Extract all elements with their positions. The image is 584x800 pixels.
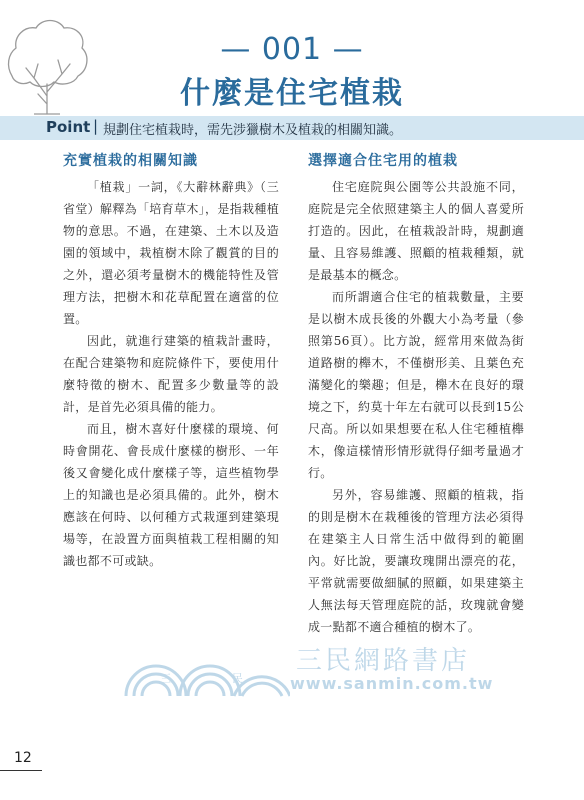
page-title: 什麼是住宅植栽 bbox=[180, 76, 404, 111]
right-paragraph-1: 住宅庭院與公園等公共設施不同，庭院是完全依照建築主人的個人喜愛所打造的。因此，在植栽設計時，規劃適量、且容易維護、照顧的植栽種類，就是最基本的概念。 bbox=[308, 180, 524, 282]
right-column bbox=[308, 150, 524, 638]
watermark-seal-left: 三 bbox=[160, 672, 171, 685]
watermark-url: www.sanmin.com.tw bbox=[290, 674, 494, 693]
watermark-logo-icon bbox=[120, 630, 290, 700]
left-paragraph-2: 因此，就進行建築的植栽計畫時，在配合建築物和庭院條件下，要使用什麼特徵的樹木、配置多少數量等的設計，是首先必須具備的能力。 bbox=[63, 334, 279, 414]
left-paragraph-3: 而且，樹木喜好什麼樣的環境、何時會開花、會長成什麼樣的樹形、一年後又會變化成什麼樣子等，這些植物學上的知識也是必須具備的。此外，樹木應該在何時、以何種方式栽運到建築現場等，在設置方面與植栽工程相關的知識也都不可或缺。 bbox=[63, 422, 279, 568]
page-number-rule bbox=[0, 770, 42, 771]
left-column-heading: 充實植栽的相關知識 bbox=[63, 153, 198, 169]
watermark-name: 三民網路書店 bbox=[296, 646, 471, 676]
point-separator: | bbox=[93, 117, 99, 135]
point-label: Point bbox=[46, 118, 91, 136]
right-paragraph-2: 而所謂適合住宅的植栽數量，主要是以樹木成長後的外觀大小為考量（參照第56頁）。比方說，經常用來做為街道路樹的櫸木，不僅樹形美、且葉色充滿變化的樂趣；但是，櫸木在良好的環境之下，約莫十年左右就可以長到15公尺高。所以如果想要在私人住宅種植櫸木，像這樣情形情形就得仔細考量過才行。 bbox=[308, 290, 524, 480]
watermark bbox=[120, 630, 494, 700]
watermark-seal-right: 民 bbox=[232, 672, 243, 685]
page-number: 12 bbox=[14, 750, 32, 766]
point-bar bbox=[0, 116, 584, 140]
right-column-heading: 選擇適合住宅用的植栽 bbox=[308, 153, 458, 169]
right-paragraph-3: 另外，容易維護、照顧的植栽，指的則是樹木在栽種後的管理方法必須得在建築主人日常生活中做得到的範圍內。好比說，要讓玫瑰開出漂亮的花，平常就需要做細膩的照顧，如果建築主人無法每天管理庭院的話，玫瑰就會變成一點都不適合種植的樹木了。 bbox=[308, 488, 524, 634]
point-text: 規劃住宅植栽時，需先涉獵樹木及植栽的相關知識。 bbox=[103, 123, 403, 138]
section-number: — 001 — bbox=[220, 32, 364, 67]
left-paragraph-1: 「植栽」一詞，《大辭林辭典》（三省堂）解釋為「培育草木」，是指栽種植物的意思。不過，在建築、土木以及造園的領域中，栽植樹木除了觀賞的目的之外，還必須考量樹木的機能特性及管理方法，把樹木和花草配置在適當的位置。 bbox=[63, 180, 279, 326]
left-column bbox=[63, 150, 279, 572]
